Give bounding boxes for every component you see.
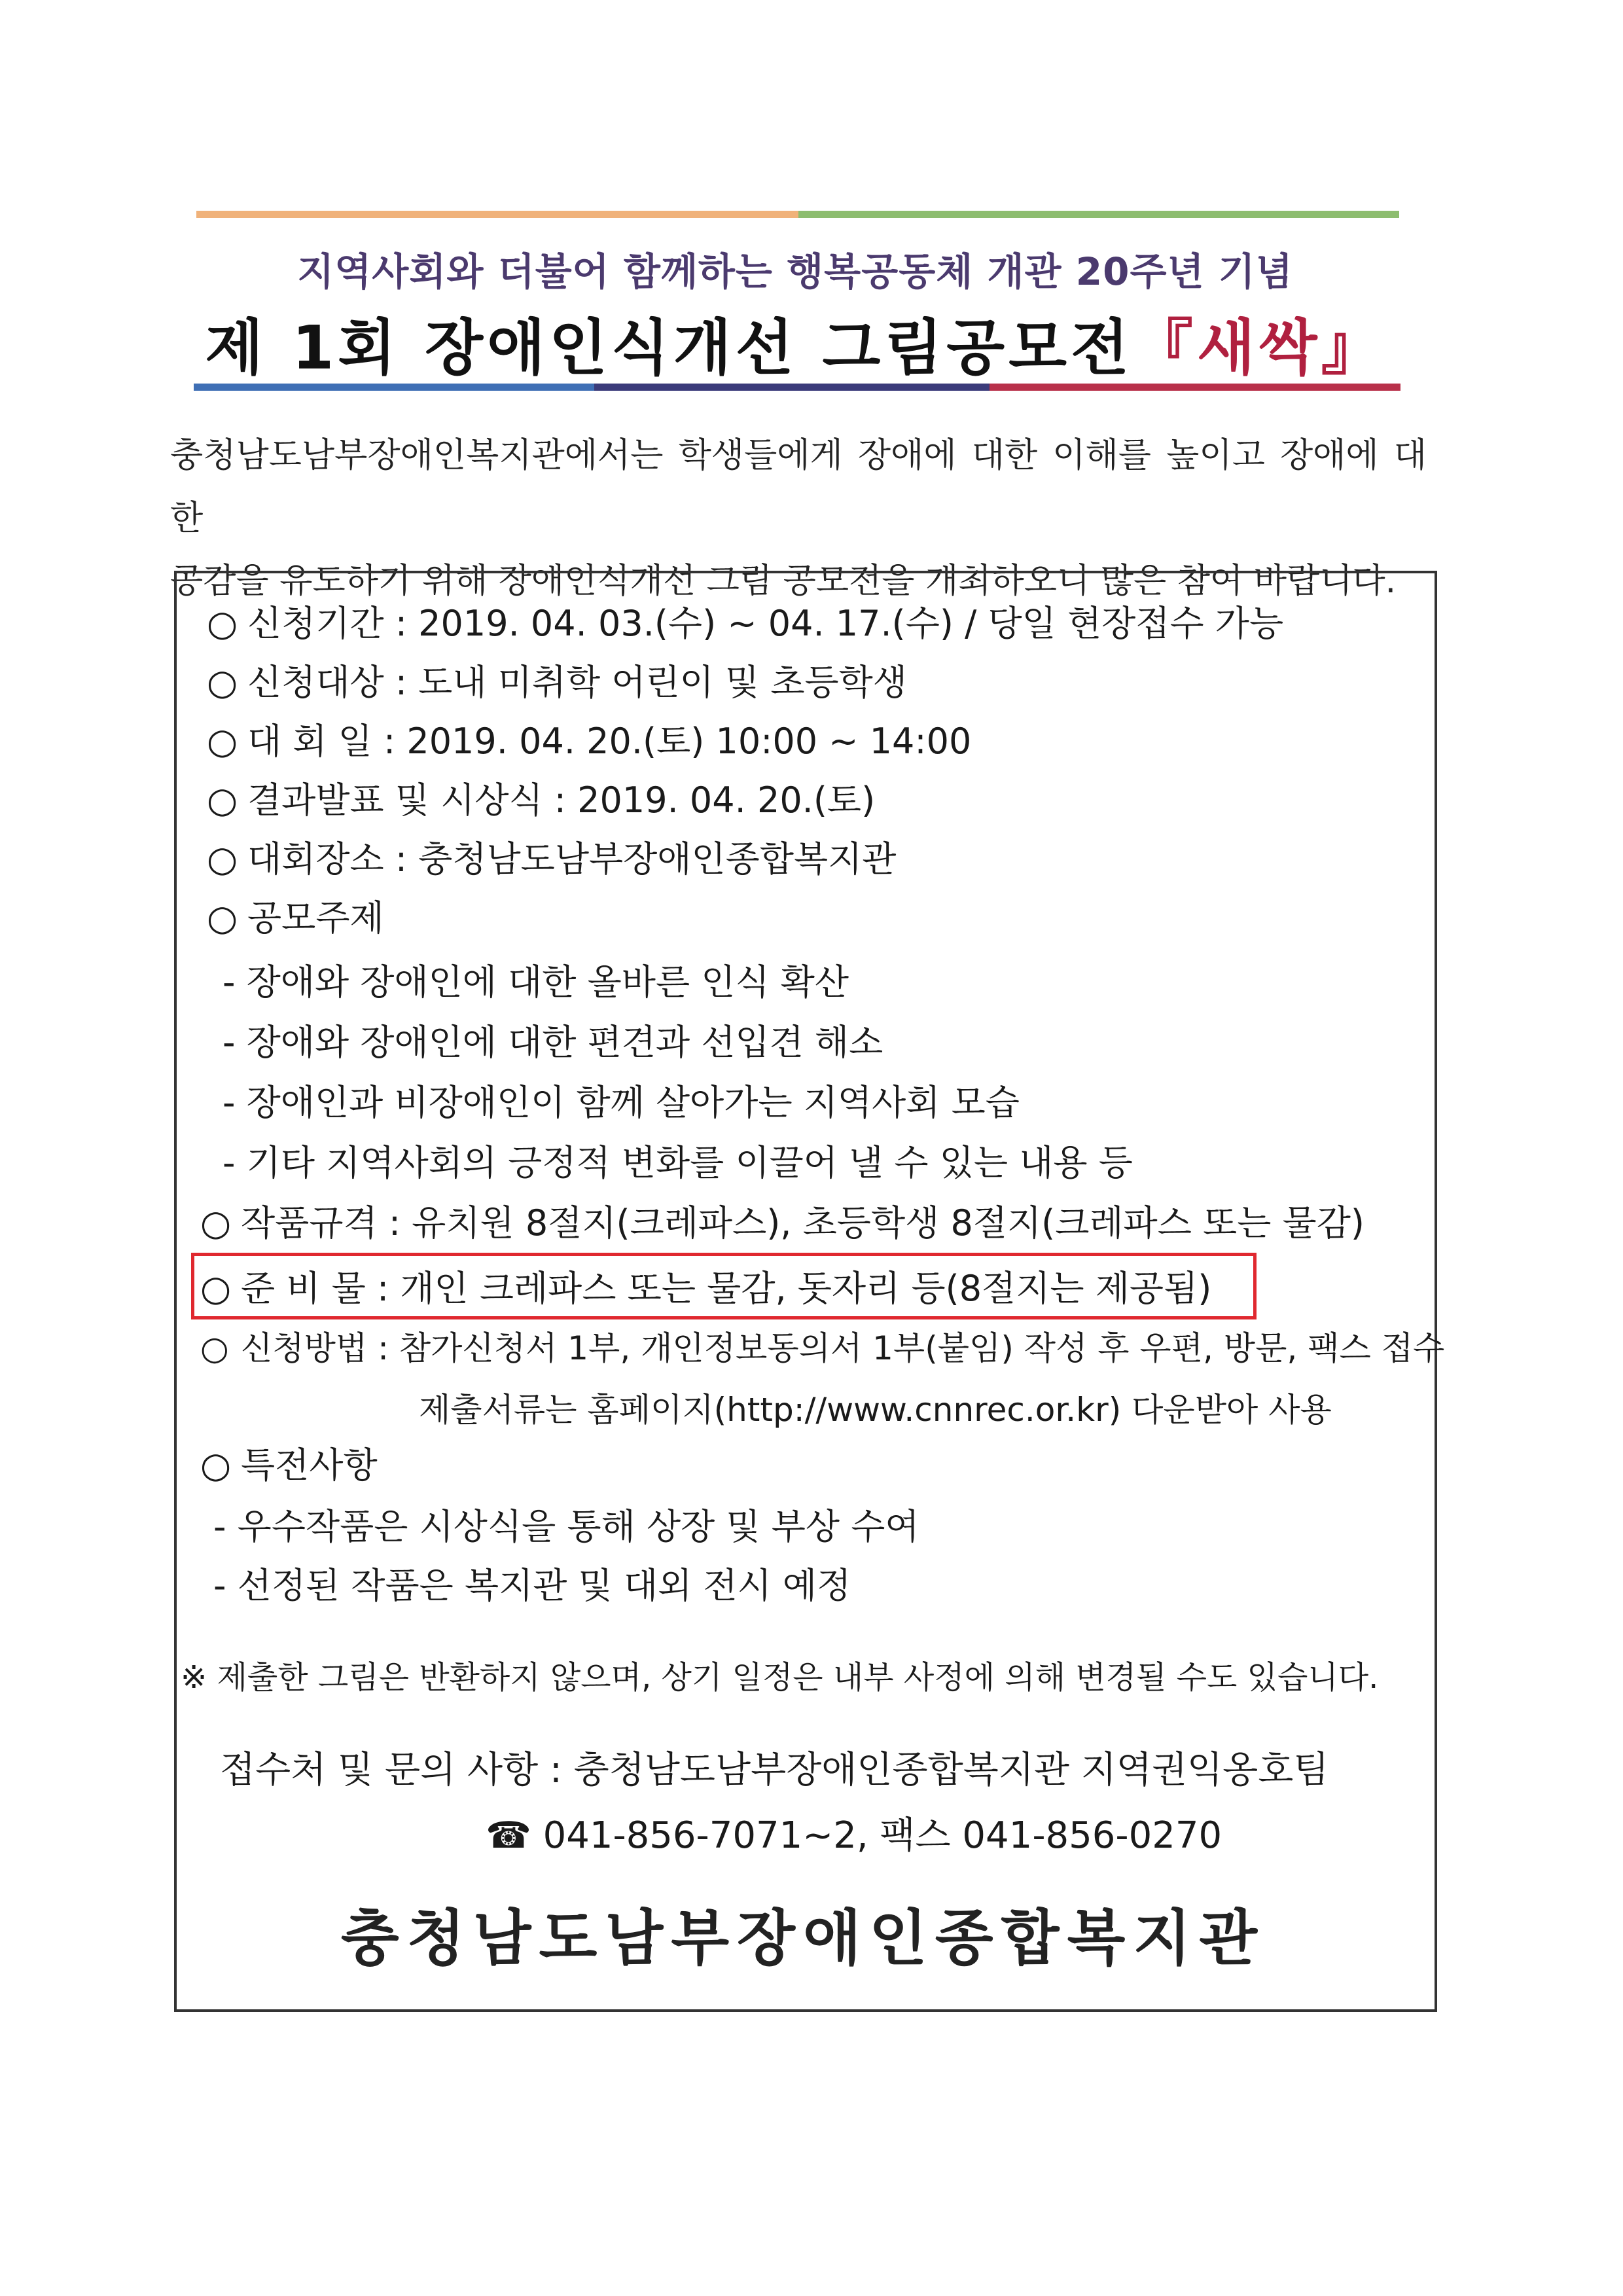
event-title	[196, 300, 1394, 386]
contact-numbers: 041-856-7071~2, 팩스 041-856-0270	[543, 1814, 1222, 1857]
spec-text: 작품규격 : 유치원 8절지(크레파스), 초등학생 8절지(크레파스 또는 물감)	[241, 1202, 1364, 1244]
phone-icon: ☎	[486, 1814, 531, 1857]
supplies-text: 준 비 물 : 개인 크레파스 또는 물감, 돗자리 등(8절지는 제공됨)	[241, 1268, 1212, 1309]
date-text: 대 회 일 : 2019. 04. 20.(토) 10:00 ~ 14:00	[247, 721, 972, 762]
item-theme	[207, 890, 384, 941]
theme-line: - 장애인과 비장애인이 함께 살아가는 지역사회 모습	[223, 1082, 1020, 1123]
method-sub-text: 제출서류는 홈페이지(http://www.cnnrec.or.kr) 다운받아 사용	[419, 1391, 1332, 1429]
organization-name: 충청남도남부장애인종합복지관	[340, 1903, 1266, 1973]
period-text: 신청기간 : 2019. 04. 03.(수) ~ 04. 17.(수) / 당일 현장접수 가능	[247, 603, 1284, 644]
item-date	[207, 713, 971, 764]
benefit-label: 특전사항	[241, 1444, 378, 1486]
bottom-bar-navy	[594, 384, 990, 391]
circle-bullet-icon: ○	[200, 1202, 232, 1244]
circle-bullet-icon: ○	[200, 1329, 229, 1367]
top-bar-left	[196, 211, 798, 218]
top-bar-right	[798, 211, 1399, 218]
item-benefit	[200, 1437, 378, 1488]
theme-line: - 장애와 장애인에 대한 편견과 선입견 해소	[223, 1022, 883, 1063]
item-target	[207, 655, 907, 705]
contact-line-2	[486, 1806, 1222, 1859]
circle-bullet-icon: ○	[207, 721, 238, 762]
event-title-emphasis: 『새싹』	[1132, 313, 1385, 383]
bottom-bar-red	[990, 384, 1400, 391]
venue-text: 대회장소 : 충청남도남부장애인종합복지관	[247, 838, 897, 880]
circle-bullet-icon: ○	[207, 838, 238, 880]
circle-bullet-icon: ○	[207, 603, 238, 644]
theme-label: 공모주제	[247, 897, 384, 939]
intro-line-1: 충청남도남부장애인복지관에서는 학생들에게 장애에 대한 이해를 높이고 장애에 대한	[170, 436, 1427, 538]
item-result	[207, 772, 875, 823]
event-subtitle: 지역사회와 더불어 함께하는 행복공동체 개관 20주년 기념	[297, 249, 1293, 294]
item-venue	[207, 831, 896, 882]
theme-line: - 기타 지역사회의 긍정적 변화를 이끌어 낼 수 있는 내용 등	[223, 1142, 1133, 1183]
method-text: 신청방법 : 참가신청서 1부, 개인정보동의서 1부(붙임) 작성 후 우편, 방문, 팩스 접수	[241, 1329, 1445, 1367]
contact-line-1: 접수처 및 문의 사항 : 충청남도남부장애인종합복지관 지역권익옹호팀	[220, 1749, 1329, 1791]
item-supplies	[200, 1261, 1211, 1311]
circle-bullet-icon: ○	[207, 662, 238, 703]
notice-remark: ※ 제출한 그림은 반환하지 않으며, 상기 일정은 내부 사정에 의해 변경될 수도 있습니다.	[181, 1659, 1379, 1696]
circle-bullet-icon: ○	[200, 1444, 232, 1486]
result-text: 결과발표 및 시상식 : 2019. 04. 20.(토)	[247, 780, 876, 821]
event-title-main: 제 1회 장애인식개선 그림공모전	[205, 313, 1133, 383]
item-method	[200, 1322, 1444, 1369]
target-text: 신청대상 : 도내 미취학 어린이 및 초등학생	[247, 662, 907, 703]
bottom-bar-blue	[194, 384, 594, 391]
intro-line-2: 공감을 유도하기 위해 장애인식개선 그림 공모전을 개최하오니 많은 참여 바랍니다.	[170, 562, 1397, 601]
theme-line: - 장애와 장애인에 대한 올바른 인식 확산	[223, 961, 849, 1003]
circle-bullet-icon: ○	[207, 780, 238, 821]
circle-bullet-icon: ○	[207, 897, 238, 939]
circle-bullet-icon: ○	[200, 1268, 232, 1309]
benefit-line: - 선정된 작품은 복지관 및 대외 전시 예정	[213, 1565, 851, 1606]
item-spec	[200, 1195, 1364, 1246]
benefit-line: - 우수작품은 시상식을 통해 상장 및 부상 수여	[213, 1506, 919, 1547]
item-period	[207, 596, 1283, 646]
